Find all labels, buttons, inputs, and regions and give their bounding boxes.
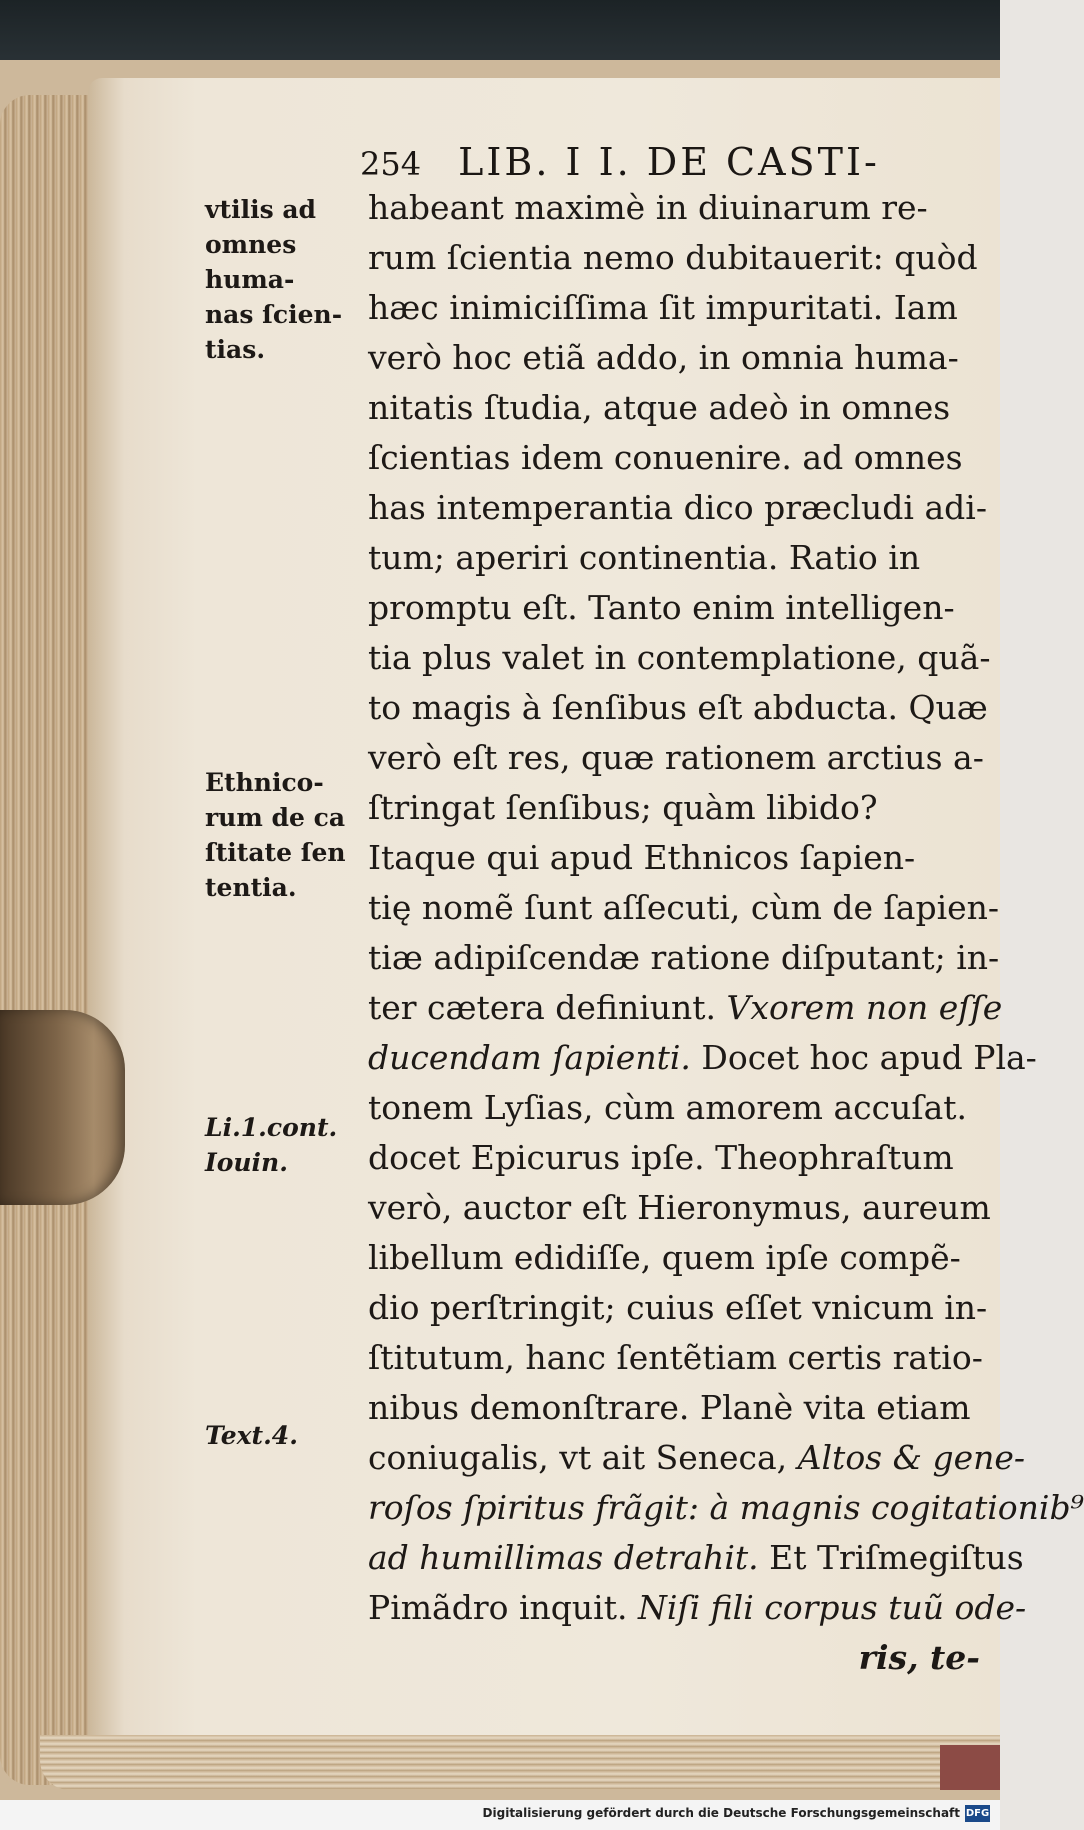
text-line: verò eſt res, quæ rationem arctius a-	[368, 738, 984, 777]
text-line: hæc inimiciſſima ſit impuritati. Iam	[368, 288, 958, 327]
book-clasp	[0, 1010, 125, 1205]
italic-fragment: Niſi fili corpus tuũ ode-	[637, 1588, 1027, 1627]
margin-note-1	[205, 192, 365, 367]
text-line: dio perſtringit; cuius eſſet vnicum in-	[368, 1288, 988, 1327]
running-title: LIB. I I. DE CASTI-	[458, 140, 880, 184]
footer-bar	[0, 1800, 1000, 1830]
running-head	[360, 140, 980, 190]
text-line	[368, 1534, 1024, 1582]
margin-note-line: Ethnico-	[205, 768, 324, 797]
text-fragment: Pimãdro inquit.	[368, 1588, 628, 1627]
margin-note-line: Li.1.cont.	[205, 1113, 338, 1142]
margin-note-line: tentia.	[205, 873, 297, 902]
text-line: tia plus valet in contemplatione, quã-	[368, 638, 991, 677]
margin-note-4	[205, 1418, 365, 1453]
margin-note-3	[205, 1110, 365, 1180]
margin-note-line: omnes	[205, 230, 297, 259]
page-number: 254	[360, 145, 422, 183]
margin-note-line: ſtitate ſen	[205, 838, 346, 867]
dfg-logo: DFG	[965, 1805, 990, 1822]
text-line: tum; aperiri continentia. Ratio in	[368, 538, 921, 577]
page-edges	[0, 95, 95, 1785]
text-line: ſtitutum, hanc ſentẽtiam certis ratio-	[368, 1338, 983, 1377]
text-line: tiæ adipiſcendæ ratione diſputant; in-	[368, 938, 1000, 977]
text-line: habeant maximè in diuinarum re-	[368, 188, 928, 227]
margin-note-line: Text.4.	[205, 1421, 298, 1450]
text-line: libellum edidiſſe, quem ipſe compẽ-	[368, 1238, 961, 1277]
text-line: ſcientias idem conuenire. ad omnes	[368, 438, 963, 477]
text-fragment: coniugalis, vt ait Seneca,	[368, 1438, 788, 1477]
margin-note-line: Iouin.	[205, 1148, 288, 1177]
text-line	[368, 984, 1003, 1032]
text-line: nitatis ſtudia, atque adeò in omnes	[368, 388, 951, 427]
text-line: verò, auctor eſt Hieronymus, aureum	[368, 1188, 991, 1227]
text-line: rum ſcientia nemo dubitauerit: quòd	[368, 238, 978, 277]
margin-note-line: huma-	[205, 265, 295, 294]
text-line: Itaque qui apud Ethnicos ſapien-	[368, 838, 916, 877]
text-line: ſtringat ſenſibus; quàm libido?	[368, 788, 878, 827]
cover-corner	[940, 1745, 1000, 1790]
margin-note-line: rum de ca	[205, 803, 346, 832]
italic-fragment: Vxorem non eſſe	[726, 988, 1003, 1027]
catchword: ris, te-	[858, 1638, 980, 1677]
italic-fragment: Altos & gene-	[797, 1438, 1026, 1477]
italic-fragment: ad humillimas detrahit.	[368, 1538, 759, 1577]
text-line	[368, 1484, 1084, 1532]
text-line: promptu eſt. Tanto enim intelligen-	[368, 588, 955, 627]
text-fragment: Docet hoc apud Pla-	[701, 1038, 1037, 1077]
italic-fragment: ducendam ſapienti.	[368, 1038, 691, 1077]
text-line: tonem Lyſias, cùm amorem accuſat.	[368, 1088, 967, 1127]
margin-note-line: vtilis ad	[205, 195, 317, 224]
text-line: docet Epicurus ipſe. Theophraſtum	[368, 1138, 954, 1177]
margin-note-line: nas ſcien-	[205, 300, 343, 329]
text-line: tię nomẽ ſunt aſſecuti, cùm de ſapien-	[368, 888, 1000, 927]
text-line	[368, 1434, 1026, 1482]
text-line	[368, 1034, 1037, 1082]
text-line: verò hoc etiã addo, in omnia huma-	[368, 338, 959, 377]
text-line: nibus demonſtrare. Planè vita etiam	[368, 1388, 971, 1427]
footer-credit: Digitalisierung gefördert durch die Deutsche Forschungsgemeinschaft	[482, 1806, 960, 1820]
text-line: to magis à ſenſibus eſt abducta. Quæ	[368, 688, 988, 727]
margin-note-line: tias.	[205, 335, 266, 364]
text-fragment: Et Triſmegiſtus	[769, 1538, 1024, 1577]
text-line	[368, 1584, 1027, 1632]
text-line: has intemperantia dico præcludi adi-	[368, 488, 987, 527]
text-fragment: ter cætera definiunt.	[368, 988, 717, 1027]
italic-fragment: roſos ſpiritus frãgit: à magnis cogitationib⁹	[368, 1488, 1084, 1527]
margin-note-2	[205, 765, 365, 905]
bottom-page-edges	[40, 1735, 1000, 1790]
